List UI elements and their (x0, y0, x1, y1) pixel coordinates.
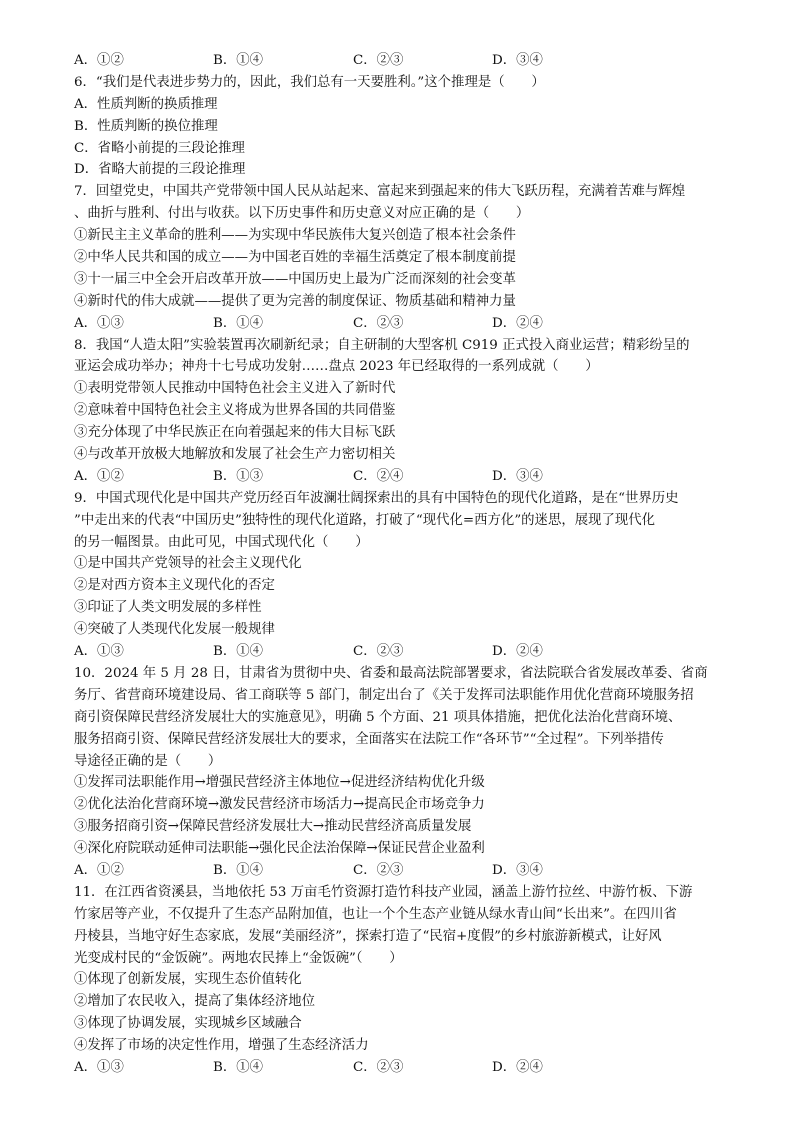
q7-option-c[interactable]: C．②③ (353, 315, 404, 331)
exam-page (74, 50, 722, 1079)
q11-item-2: ②增加了农民收入，提高了集体经济地位 (74, 994, 316, 1010)
q8-item-1: ①表明党带领人民推动中国特色社会主义进入了新时代 (74, 381, 396, 397)
q9-item-3: ③印证了人类文明发展的多样性 (74, 600, 262, 616)
q7-stem-line: 7．回望党史，中国共产党带领中国人民从站起来、富起来到强起来的伟大飞跃历程，充满着苦难与辉煌 (74, 184, 686, 200)
q7-item-2: ②中华人民共和国的成立——为中国老百姓的幸福生活奠定了根本制度前提 (74, 250, 516, 266)
q10-stem-line: 导途径正确的是（ ） (74, 753, 222, 769)
q5-option-c[interactable]: C．②③ (353, 53, 404, 68)
q9-stem-line: 9．中国式现代化是中国共产党历经百年波澜壮阔探索出的具有中国特色的现代化道路，是在“世界历史 (74, 490, 679, 506)
q7-item-3: ③十一届三中全会开启改革开放——中国历史上最为广泛而深刻的社会变革 (74, 271, 516, 287)
q11-stem-line: 竹家居等产业，不仅提升了生态产品附加值，也让一个个生态产业链从绿水青山间“长出来”。在四川省 (74, 906, 677, 922)
q6-stem: 6．“我们是代表进步势力的，因此，我们总有一天要胜利。”这个推理是（ ） (74, 74, 545, 90)
q8-option-c[interactable]: C．②④ (353, 468, 404, 484)
q7-item-1: ①新民主主义革命的胜利——为实现中华民族伟大复兴创造了根本社会条件 (74, 228, 516, 244)
q8-option-b[interactable]: B．①③ (213, 468, 264, 484)
q11-item-4: ④发挥了市场的决定性作用，增强了生态经济活力 (74, 1038, 369, 1054)
q5-option-a[interactable]: A．①② (74, 53, 124, 68)
q10-option-b[interactable]: B．①④ (213, 862, 264, 878)
q7-item-4: ④新时代的伟大成就——提供了更为完善的制度保证、物质基础和精神力量 (74, 293, 516, 309)
q11-item-3: ③体现了协调发展，实现城乡区域融合 (74, 1016, 302, 1032)
q9-item-1: ①是中国共产党领导的社会主义现代化 (74, 556, 302, 572)
q10-item-4: ④深化府院联动延伸司法职能→强化民企法治保障→保证民营企业盈利 (74, 841, 485, 857)
q5-option-d[interactable]: D．③④ (492, 53, 543, 68)
q11-options (74, 1057, 722, 1079)
q10-options (74, 860, 722, 882)
q5-option-b[interactable]: B．①④ (213, 53, 264, 68)
q10-item-1: ①发挥司法职能作用→增强民营经济主体地位→促进经济结构优化升级 (74, 775, 485, 791)
q11-item-1: ①体现了创新发展，实现生态价值转化 (74, 972, 302, 988)
q10-option-a[interactable]: A．①② (74, 862, 124, 878)
q7-option-d[interactable]: D．②④ (492, 315, 543, 331)
q9-option-b[interactable]: B．①④ (213, 644, 264, 660)
q11-stem-line: 丹棱县，当地守好生态家底，发展“美丽经济”，探索打造了“民宿+度假”的乡村旅游新模式，让好风 (74, 928, 662, 944)
q11-stem-line: 光变成村民的“金饭碗”。两地农民捧上“金饭碗”（ ） (74, 950, 403, 966)
q9-option-d[interactable]: D．②④ (492, 644, 543, 660)
q11-option-d[interactable]: D．②④ (492, 1059, 543, 1075)
q9-stem-line: ”中走出来的代表“中国历史”独特性的现代化道路，打破了“现代化=西方化”的迷思，展现了现代化 (74, 512, 656, 528)
q9-option-c[interactable]: C．②③ (353, 644, 404, 660)
q7-options (74, 313, 722, 335)
q11-stem-line: 11．在江西省资溪县，当地依托 53 万亩毛竹资源打造竹科技产业园，涵盖上游竹拉丝、中游竹板、下游 (74, 884, 693, 900)
q8-item-4: ④与改革开放极大地解放和发展了社会生产力密切相关 (74, 447, 396, 463)
q6-choice-d[interactable]: D．省略大前提的三段论推理 (74, 162, 246, 178)
q6-choice-b[interactable]: B．性质判断的换位推理 (74, 118, 218, 134)
q9-item-4: ④突破了人类现代化发展一般规律 (74, 622, 275, 638)
q10-stem-line: 10．2024 年 5 月 28 日，甘肃省为贯彻中央、省委和最高法院部署要求，省法院联合省发展改革委、省商 (74, 665, 708, 681)
q8-option-d[interactable]: D．③④ (492, 468, 543, 484)
q8-item-2: ②意味着中国特色社会主义将成为世界各国的共同借鉴 (74, 403, 396, 419)
q10-item-3: ③服务招商引资→保障民营经济发展壮大→推动民营经济高质量发展 (74, 819, 472, 835)
q10-option-c[interactable]: C．②③ (353, 862, 404, 878)
q8-option-a[interactable]: A．①② (74, 468, 124, 484)
q11-option-c[interactable]: C．②③ (353, 1059, 404, 1075)
q8-stem-line: 亚运会成功举办；神舟十七号成功发射……盘点 2023 年已经取得的一系列成就（ ） (74, 359, 599, 375)
q11-option-b[interactable]: B．①④ (213, 1059, 264, 1075)
q6-choice-c[interactable]: C．省略小前提的三段论推理 (74, 140, 245, 156)
q9-option-a[interactable]: A．①③ (74, 644, 124, 660)
q7-option-b[interactable]: B．①④ (213, 315, 264, 331)
q8-stem-line: 8．我国“人造太阳”实验装置再次刷新纪录；自主研制的大型客机 C919 正式投入商业运营；精彩纷呈的 (74, 337, 690, 353)
q10-stem-line: 务厅、省营商环境建设局、省工商联等 5 部门，制定出台了《关于发挥司法职能作用优化营商环境服务招 (74, 687, 694, 703)
q11-option-a[interactable]: A．①③ (74, 1059, 124, 1075)
q5-options (74, 50, 722, 72)
q10-stem-line: 服务招商引资、保障民营经济发展壮大的要求，全面落实在法院工作“各环节”“全过程”。下列举措传 (74, 731, 664, 747)
q7-stem-line: 、曲折与胜利、付出与收获。以下历史事件和历史意义对应正确的是（ ） (74, 206, 530, 222)
q7-option-a[interactable]: A．①③ (74, 315, 124, 331)
q10-stem-line: 商引资保障民营经济发展壮大的实施意见》，明确 5 个方面、21 项具体措施，把优化法治化营商环境、 (74, 709, 682, 725)
q10-option-d[interactable]: D．③④ (492, 862, 543, 878)
q8-item-3: ③充分体现了中华民族正在向着强起来的伟大目标飞跃 (74, 425, 396, 441)
q8-options (74, 466, 722, 488)
q9-options (74, 641, 722, 663)
q9-stem-line: 的另一幅图景。由此可见，中国式现代化（ ） (74, 534, 369, 550)
q10-item-2: ②优化法治化营商环境→激发民营经济市场活力→提高民企市场竞争力 (74, 797, 485, 813)
q9-item-2: ②是对西方资本主义现代化的否定 (74, 578, 275, 594)
q6-choice-a[interactable]: A．性质判断的换质推理 (74, 96, 218, 112)
